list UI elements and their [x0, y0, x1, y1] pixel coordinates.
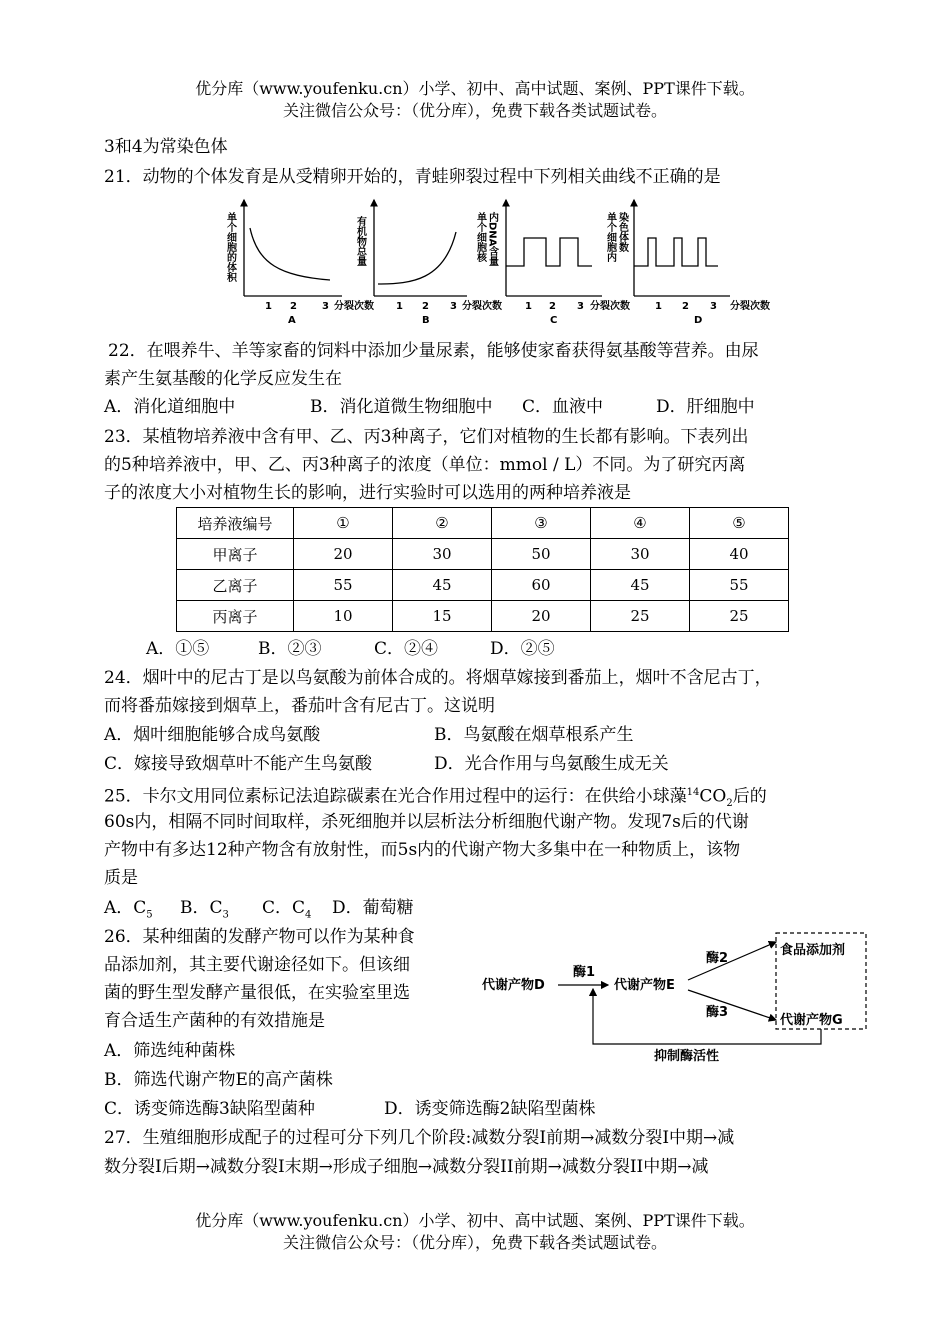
- graph-b-tick-2: 2: [422, 301, 429, 312]
- graph-b-ylabel: 有机物总量: [354, 216, 366, 266]
- table-cell: 60: [492, 570, 591, 601]
- graph-a-xlabel: 分裂次数: [334, 301, 374, 312]
- graph-d-letter: D: [694, 315, 703, 326]
- graph-d-tick-3: 3: [710, 301, 717, 312]
- graph-c-tick-3: 3: [577, 301, 584, 312]
- table-cell: 50: [492, 539, 591, 570]
- header-line-1: 优分库（www.youfenku.cn）小学、初中、高中试题、案例、PPT课件下载。: [195, 79, 755, 98]
- table-header-cell: ⑤: [690, 508, 789, 539]
- q25-option-b-text: B．C: [180, 898, 223, 918]
- footer-line-2: 关注微信公众号：（优分库），免费下载各类试题试卷。: [282, 1233, 667, 1252]
- q21-stem: 21．动物的个体发育是从受精卵开始的，青蛙卵裂过程中下列相关曲线不正确的是: [104, 167, 721, 187]
- table-row: [177, 601, 789, 632]
- q23-option-c: C．②④: [374, 639, 439, 659]
- table-cell: 甲离子: [177, 539, 294, 570]
- q25-line-2: 60s内，相隔不同时间取样，杀死细胞并以层析法分析细胞代谢产物。发现7s后的代谢: [104, 812, 749, 832]
- q25-option-d: [332, 895, 414, 921]
- node-metabolite-e: 代谢产物E: [614, 978, 675, 993]
- q24-option-b: B．鸟氨酸在烟草根系产生: [434, 725, 634, 745]
- footer-line-1: 优分库（www.youfenku.cn）小学、初中、高中试题、案例、PPT课件下载。: [195, 1211, 755, 1230]
- graph-d-tick-1: 1: [655, 301, 662, 312]
- graph-c-tick-1: 1: [525, 301, 532, 312]
- co2-subscript: 2: [726, 798, 733, 810]
- q27-line-2: 数分裂I后期→减数分裂I末期→形成子细胞→减数分裂II前期→减数分裂II中期→减: [104, 1157, 709, 1177]
- q21-graphs: [222, 192, 792, 328]
- table-cell: 45: [591, 570, 690, 601]
- graph-a: [225, 200, 375, 326]
- table-row: [177, 539, 789, 570]
- table-header-cell: ③: [492, 508, 591, 539]
- intro-text: 3和4为常染色体: [104, 137, 228, 157]
- graph-c-ylabel-2: 内DNA含量: [486, 212, 498, 267]
- q22-line-2: 素产生氨基酸的化学反应发生在: [104, 369, 342, 389]
- graph-b-xlabel: 分裂次数: [462, 301, 502, 312]
- q25-option-b-sub: 3: [222, 909, 229, 921]
- graph-b-letter: B: [422, 315, 430, 326]
- graph-a-tick-1: 1: [265, 301, 272, 312]
- table-cell: 30: [393, 539, 492, 570]
- q26-line-1: 26．某种细菌的发酵产物可以作为某种食: [104, 927, 415, 947]
- graph-c-tick-2: 2: [549, 301, 556, 312]
- table-cell: 丙离子: [177, 601, 294, 632]
- q26-option-c: C．诱变筛选酶3缺陷型菌种: [104, 1099, 315, 1119]
- node-metabolite-g: 代谢产物G: [780, 1013, 843, 1028]
- graph-a-letter: A: [288, 315, 296, 326]
- q25-line-1a: 25．卡尔文用同位素标记法追踪碳素在光合作用过程中的运行：在供给小球藻: [104, 786, 687, 807]
- graph-a-ylabel: 单个细胞的体积: [224, 212, 236, 282]
- q24-option-d: D．光合作用与鸟氨酸生成无关: [434, 754, 669, 774]
- q22-line-1: 22．在喂养牛、羊等家畜的饲料中添加少量尿素，能够使家畜获得氨基酸等营养。由尿: [108, 341, 759, 361]
- q25-option-d-text: D．葡萄糖: [332, 898, 414, 918]
- table-cell: 55: [294, 570, 393, 601]
- table-cell: 40: [690, 539, 789, 570]
- table-row: [177, 570, 789, 601]
- q22-option-b: B．消化道微生物细胞中: [310, 397, 493, 417]
- metabolic-pathway-diagram: [478, 928, 873, 1068]
- graph-a-tick-2: 2: [290, 301, 297, 312]
- table-header-cell: ②: [393, 508, 492, 539]
- graph-a-tick-3: 3: [322, 301, 329, 312]
- ion-concentration-table: [176, 507, 789, 632]
- node-food-additive: 食品添加剂: [780, 943, 846, 958]
- graph-c-ylabel-1: 单个细胞核: [474, 212, 486, 262]
- q26-option-a: A．筛选纯种菌株: [104, 1041, 236, 1061]
- graph-b-tick-3: 3: [450, 301, 457, 312]
- graph-c-letter: C: [550, 315, 558, 326]
- table-cell: 55: [690, 570, 789, 601]
- header-line-2: 关注微信公众号：（优分库），免费下载各类试题试卷。: [282, 101, 667, 120]
- q24-option-c: C．嫁接导致烟草叶不能产生鸟氨酸: [104, 754, 373, 774]
- label-enzyme-3: 酶3: [706, 1005, 729, 1020]
- q25-line-1c: 后的: [732, 786, 767, 807]
- graph-b-tick-1: 1: [396, 301, 403, 312]
- table-cell: 乙离子: [177, 570, 294, 601]
- q26-option-d: D．诱变筛选酶2缺陷型菌株: [384, 1099, 596, 1119]
- graph-c-xlabel: 分裂次数: [590, 301, 630, 312]
- carbon-14-superscript: 14: [686, 787, 700, 798]
- label-enzyme-2: 酶2: [706, 951, 729, 966]
- table-cell: 15: [393, 601, 492, 632]
- q26-line-3: 菌的野生型发酵产量很低，在实验室里选: [104, 983, 410, 1003]
- label-inhibit-enzyme: 抑制酶活性: [654, 1049, 720, 1064]
- table-cell: 25: [591, 601, 690, 632]
- table-header-cell: 培养液编号: [177, 508, 294, 539]
- table-cell: 20: [294, 539, 393, 570]
- q22-option-c: C．血液中: [522, 397, 604, 417]
- q23-line-2: 的5种培养液中，甲、乙、丙3种离子的浓度（单位：mmol / L）不同。为了研究丙离: [104, 455, 746, 475]
- q25-co: CO: [699, 786, 727, 807]
- q22-option-a: A．消化道细胞中: [104, 397, 236, 417]
- label-enzyme-1: 酶1: [573, 965, 596, 980]
- q25-option-c-sub: 4: [305, 909, 312, 921]
- q23-option-a: A．①⑤: [146, 639, 210, 659]
- node-metabolite-d: 代谢产物D: [482, 978, 545, 993]
- q23-option-d: D．②⑤: [490, 639, 555, 659]
- table-header-row: [177, 508, 789, 539]
- q25-option-a-text: A．C: [104, 898, 147, 918]
- table-cell: 20: [492, 601, 591, 632]
- table-cell: 25: [690, 601, 789, 632]
- q23-line-1: 23．某植物培养液中含有甲、乙、丙3种离子，它们对植物的生长都有影响。下表列出: [104, 427, 749, 447]
- q24-option-a: A．烟叶细胞能够合成鸟氨酸: [104, 725, 321, 745]
- q24-line-1: 24．烟叶中的尼古丁是以鸟氨酸为前体合成的。将烟草嫁接到番茄上，烟叶不含尼古丁，: [104, 668, 772, 688]
- q26-line-2: 品添加剂，其主要代谢途径如下。但该细: [104, 955, 410, 975]
- table-cell: 10: [294, 601, 393, 632]
- q25-line-4: 质是: [104, 868, 138, 888]
- table-cell: 45: [393, 570, 492, 601]
- graph-d-ylabel-1: 单个细胞内: [604, 212, 616, 262]
- q25-option-a-sub: 5: [146, 909, 153, 921]
- q23-option-b: B．②③: [258, 639, 322, 659]
- q25-line-3: 产物中有多达12种产物含有放射性，而5s内的代谢产物大多集中在一种物质上，该物: [104, 840, 741, 860]
- graph-d-ylabel-2: 染色体数: [616, 212, 628, 252]
- q23-line-3: 子的浓度大小对植物生长的影响，进行实验时可以选用的两种培养液是: [104, 483, 631, 503]
- q22-option-d: D．肝细胞中: [656, 397, 755, 417]
- q25-option-c-text: C．C: [262, 898, 306, 918]
- graph-d-tick-2: 2: [682, 301, 689, 312]
- q24-line-2: 而将番茄嫁接到烟草上，番茄叶含有尼古丁。这说明: [104, 696, 495, 716]
- table-header-cell: ①: [294, 508, 393, 539]
- graph-d-xlabel: 分裂次数: [730, 301, 770, 312]
- table-header-cell: ④: [591, 508, 690, 539]
- q26-option-b: B．筛选代谢产物E的高产菌株: [104, 1070, 333, 1090]
- q26-line-4: 育合适生产菌种的有效措施是: [104, 1011, 325, 1031]
- table-cell: 30: [591, 539, 690, 570]
- q27-line-1: 27．生殖细胞形成配子的过程可分下列几个阶段:减数分裂I前期→减数分裂I中期→减: [104, 1128, 735, 1148]
